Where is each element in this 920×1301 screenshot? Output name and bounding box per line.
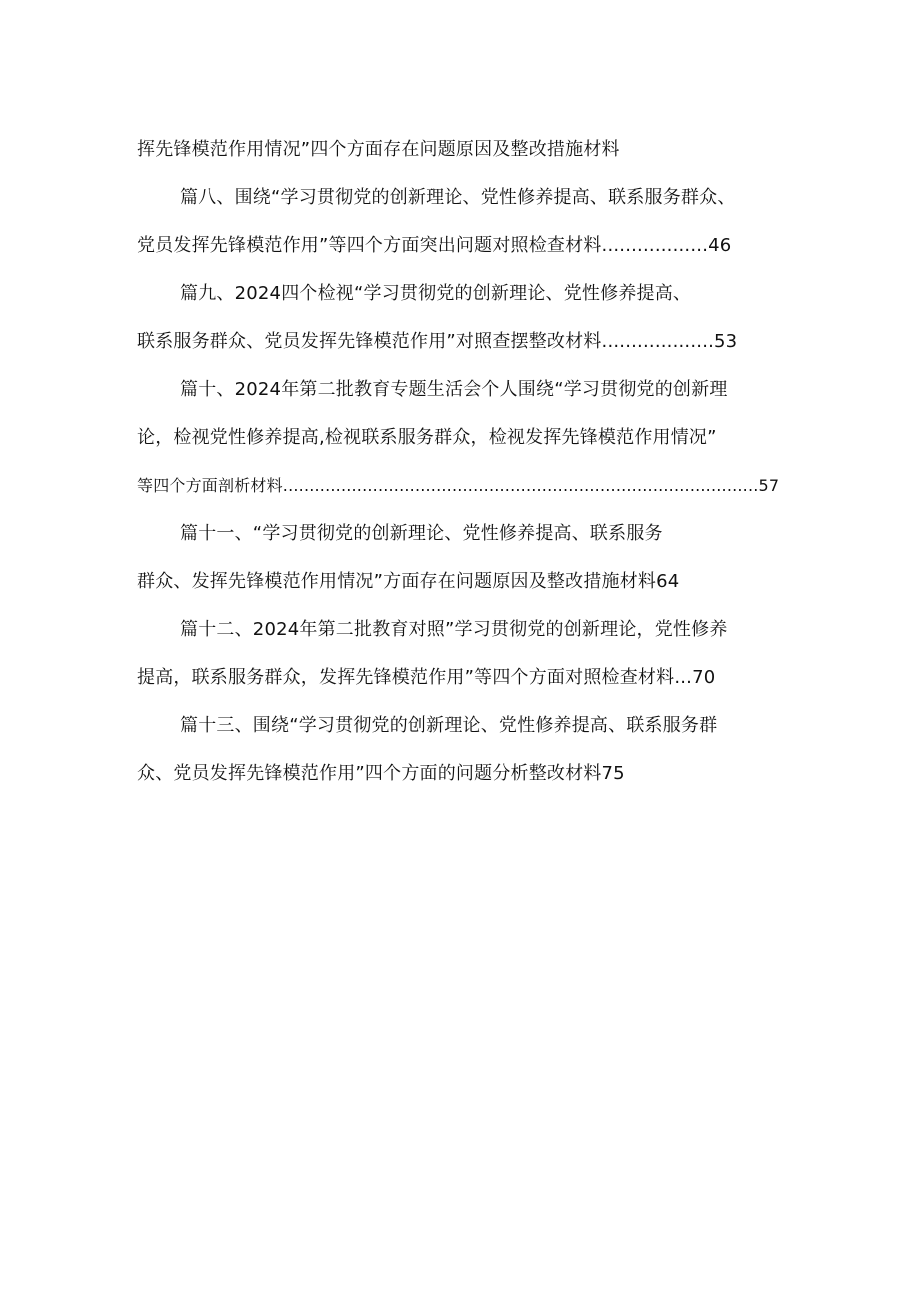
toc-line: 众、党员发挥先锋模范作用”四个方面的问题分析整改材料75 [137,763,625,784]
toc-line: 篇十一、“学习贯彻党的创新理论、党性修养提高、联系服务 [180,523,663,544]
toc-line: 论，检视党性修养提高,检视联系服务群众，检视发挥先锋模范作用情况” [137,427,717,448]
toc-line: 群众、发挥先锋模范作用情况”方面存在问题原因及整改措施材料64 [137,571,680,592]
toc-line: 篇十二、2024年第二批教育对照”学习贯彻党的创新理论，党性修养 [180,619,728,640]
toc-line: 篇八、围绕“学习贯彻党的创新理论、党性修养提高、联系服务群众、 [180,187,736,208]
toc-line: 篇九、2024四个检视“学习贯彻党的创新理论、党性修养提高、 [180,283,692,304]
toc-line: 篇十、2024年第二批教育专题生活会个人围绕“学习贯彻党的创新理 [180,379,728,400]
toc-line: 挥先锋模范作用情况”四个方面存在问题原因及整改措施材料 [137,139,620,160]
toc-line: 等四个方面剖析材料..........................................................................................57 [137,476,780,495]
table-of-contents [137,138,797,810]
toc-line: 篇十三、围绕“学习贯彻党的创新理论、党性修养提高、联系服务群 [180,715,718,736]
toc-line: 提高，联系服务群众，发挥先锋模范作用”等四个方面对照检查材料...70 [137,667,716,688]
toc-line: 党员发挥先锋模范作用”等四个方面突出问题对照检查材料..................46 [137,235,732,256]
toc-line: 联系服务群众、党员发挥先锋模范作用”对照查摆整改材料...................53 [137,331,738,352]
